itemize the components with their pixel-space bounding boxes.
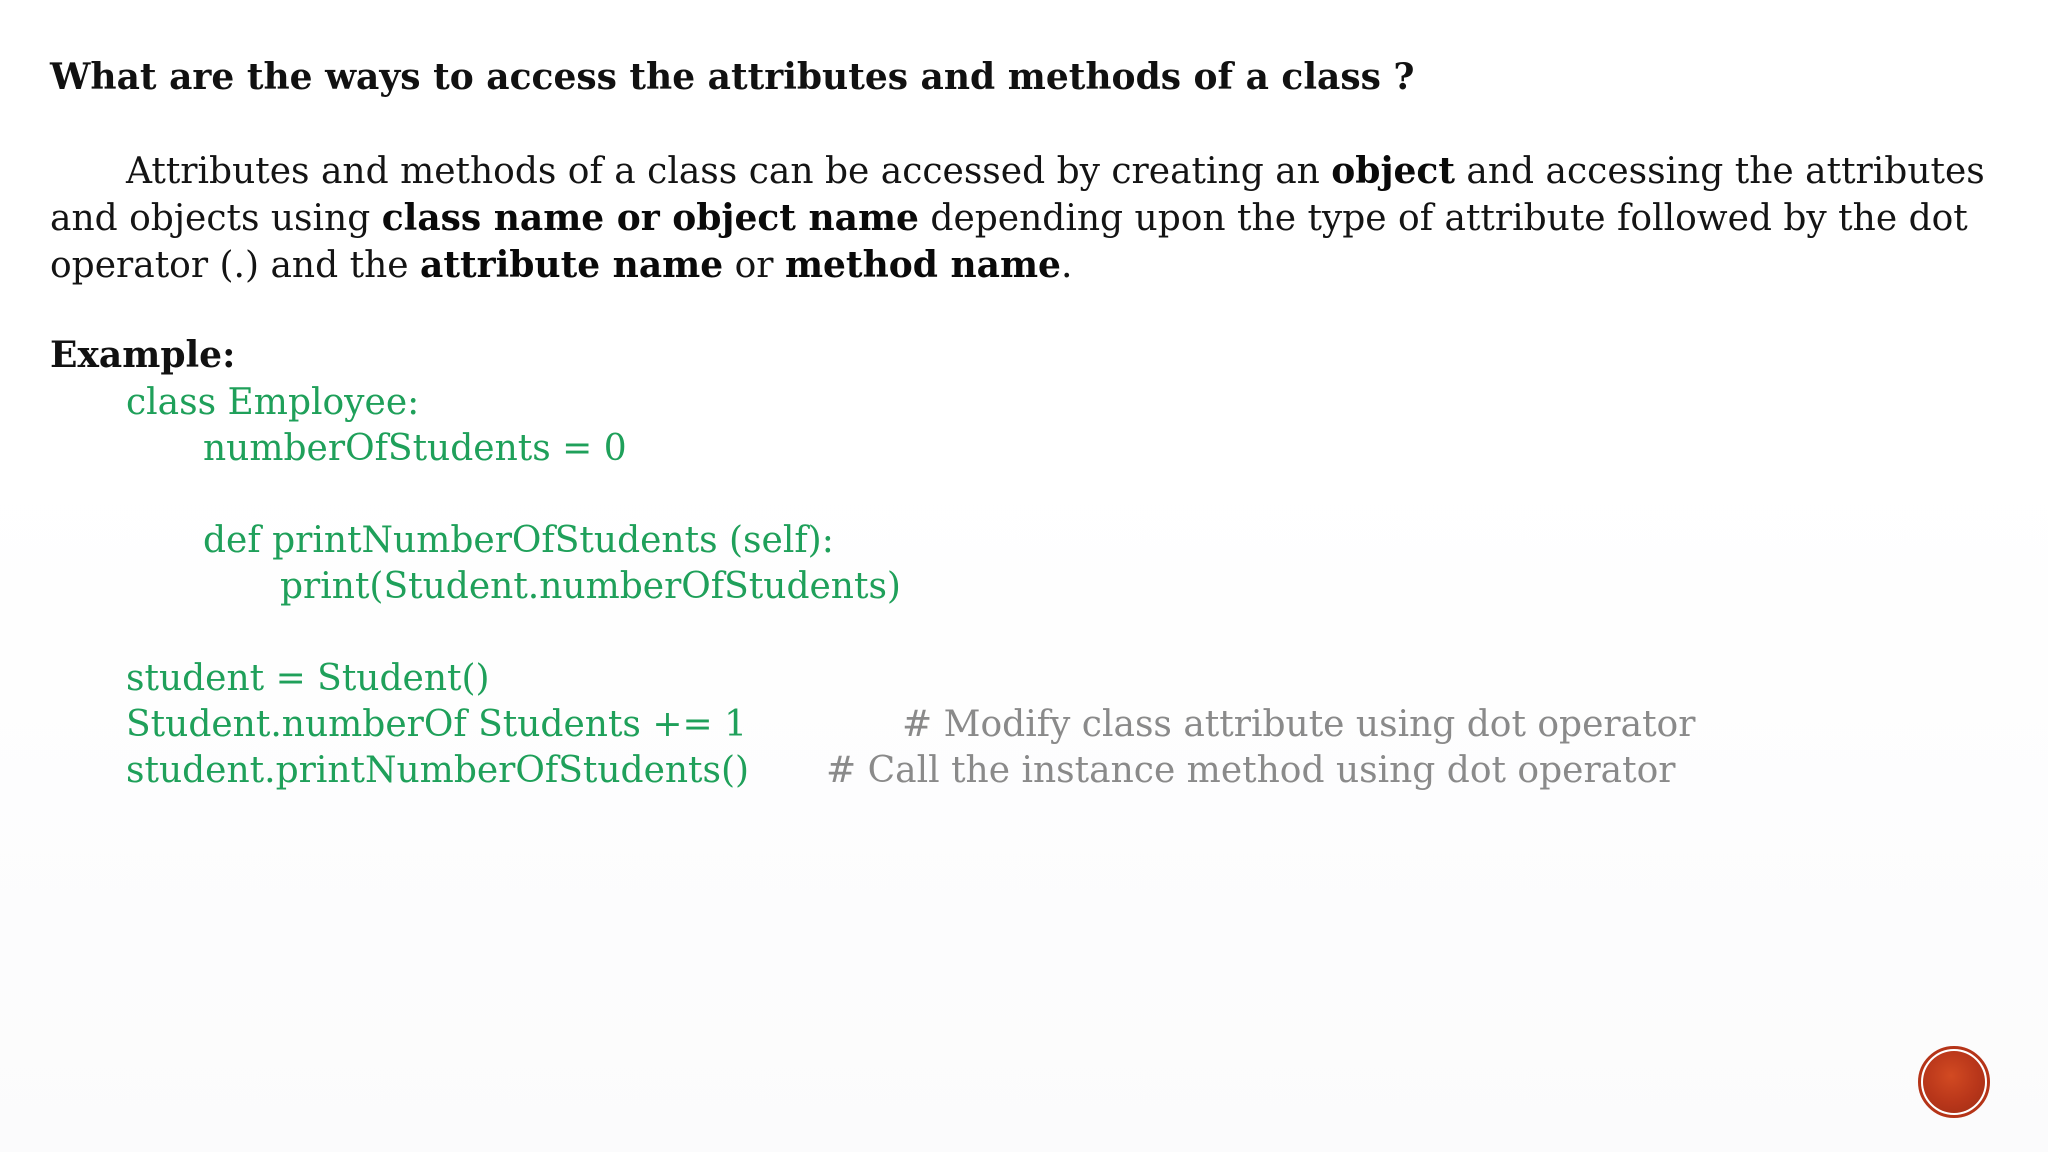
paragraph-line-2 bbox=[50, 195, 1980, 242]
code-blank-line bbox=[0, 610, 2048, 656]
slide-heading: What are the ways to access the attributes and methods of a class ? bbox=[50, 56, 1415, 98]
code-text: student.printNumberOfStudents() bbox=[126, 750, 750, 791]
code-example bbox=[0, 380, 2048, 794]
paragraph-text: Attributes and methods of a class can be accessed by creating an bbox=[126, 151, 1332, 192]
code-line bbox=[0, 426, 2048, 472]
code-line bbox=[0, 380, 2048, 426]
code-line bbox=[0, 656, 2048, 702]
next-slide-button[interactable] bbox=[1918, 1046, 1990, 1118]
code-text: print(Student.numberOfStudents) bbox=[280, 566, 901, 607]
code-text: numberOfStudents = 0 bbox=[203, 428, 627, 469]
code-text: class Employee: bbox=[126, 382, 420, 423]
paragraph-text: operator (.) and the bbox=[50, 245, 421, 286]
code-line bbox=[0, 518, 2048, 564]
explanation-paragraph bbox=[50, 148, 1985, 289]
code-line bbox=[0, 702, 2048, 748]
paragraph-text: and accessing the attributes bbox=[1454, 151, 1985, 192]
paragraph-text: depending upon the type of attribute followed by the dot bbox=[918, 198, 1968, 239]
code-line bbox=[0, 564, 2048, 610]
code-text: student = Student() bbox=[126, 658, 490, 699]
paragraph-text: or bbox=[723, 245, 785, 286]
code-blank-line bbox=[0, 472, 2048, 518]
paragraph-bold-text: method name bbox=[784, 244, 1061, 286]
paragraph-text: and objects using bbox=[50, 198, 382, 239]
code-line bbox=[0, 748, 2048, 794]
code-comment: # Modify class attribute using dot operator bbox=[902, 704, 1696, 745]
paragraph-bold-text: object bbox=[1331, 150, 1455, 192]
paragraph-text: . bbox=[1060, 245, 1073, 286]
paragraph-bold-text: attribute name bbox=[420, 244, 724, 286]
next-slide-circle-icon bbox=[1923, 1051, 1985, 1113]
code-comment: # Call the instance method using dot operator bbox=[826, 750, 1676, 791]
code-text: Student.numberOf Students += 1 bbox=[126, 704, 748, 745]
paragraph-line-1 bbox=[50, 148, 1985, 195]
paragraph-line-3 bbox=[50, 242, 1980, 289]
paragraph-bold-text: class name or object name bbox=[381, 197, 919, 239]
code-text: def printNumberOfStudents (self): bbox=[203, 520, 834, 561]
example-label: Example: bbox=[50, 334, 236, 376]
